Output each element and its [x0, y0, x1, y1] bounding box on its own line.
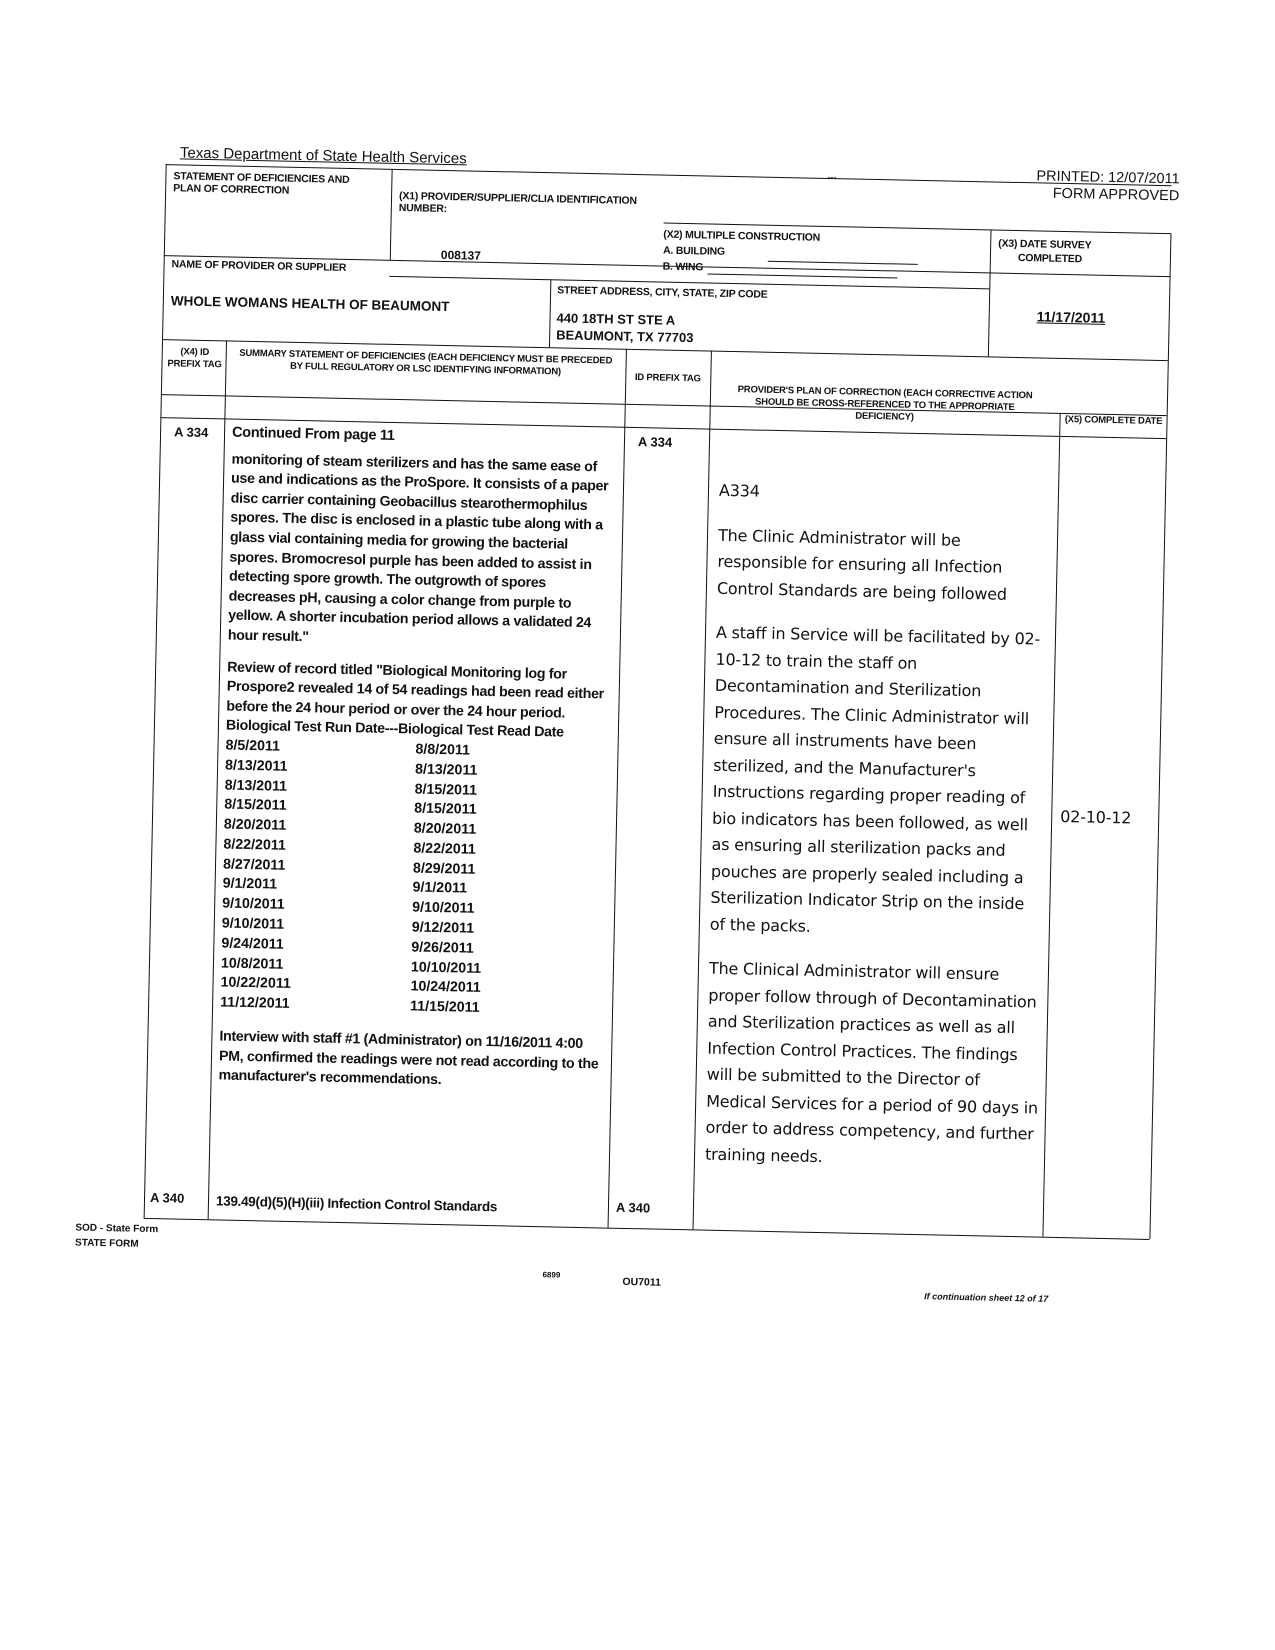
- run-date: 9/24/2011: [221, 935, 284, 953]
- read-date: 8/15/2011: [414, 780, 478, 799]
- run-date: 8/13/2011: [224, 757, 288, 775]
- plan-of-correction: [704, 478, 1051, 1193]
- summary-paragraph-3: Interview with staff #1 (Administrator) on 11/16/2011 4:00 PM, confirmed the readings were not read according to the manufacturer's recommendations.: [218, 1028, 599, 1089]
- tag-a334-right: A 334: [637, 434, 673, 450]
- read-date: 9/1/2011: [412, 879, 468, 898]
- tag-a340-left: A 340: [149, 1190, 185, 1206]
- header-mark: ---: [827, 171, 837, 183]
- tag-a340-right: A 340: [615, 1199, 651, 1216]
- agency-name: Texas Department of State Health Services: [179, 144, 467, 168]
- read-date: 8/13/2011: [414, 761, 478, 779]
- run-date: 10/8/2011: [220, 955, 284, 973]
- tag-a334-left: A 334: [173, 424, 209, 441]
- run-date: 9/1/2011: [222, 875, 278, 894]
- provider-name-label: NAME OF PROVIDER OR SUPPLIER: [171, 258, 347, 274]
- building-label: A. BUILDING: [662, 244, 726, 258]
- footer-mark: 6899: [542, 1270, 561, 1280]
- run-date: 8/20/2011: [223, 816, 287, 834]
- run-date: 8/13/2011: [224, 776, 288, 795]
- footer-state-form: STATE FORM: [74, 1237, 139, 1250]
- run-date: 9/10/2011: [221, 915, 285, 933]
- run-date: 8/15/2011: [224, 796, 287, 815]
- poc-heading: A334: [718, 480, 760, 501]
- read-date: 9/12/2011: [411, 919, 475, 937]
- date-survey-label: (X3) DATE SURVEY: [998, 237, 1092, 252]
- run-date: 11/12/2011: [219, 994, 290, 1013]
- run-date: 8/27/2011: [222, 856, 286, 874]
- regulation-a340: 139.49(d)(5)(H)(iii) Infection Control Standards: [215, 1193, 498, 1215]
- statement-label: STATEMENT OF DEFICIENCIES AND PLAN OF CORRECTION: [173, 170, 350, 197]
- summary-paragraph-1: monitoring of steam sterilizers and has the same ease of use and indications as the ProSpore. It consists of a paper disc carrier containing Geobacillus stearothermophilus spores. The disc is enclosed in a plastic tube along with a glass vial containing media for growing the bacterial spores. Bromocresol purple has been added to assist in detecting spore growth. The outgrowth of spores decreases pH, causing a color change from purple to yellow. A shorter incubation period allows a validated 24 hour result.": [227, 451, 609, 646]
- form-approved: FORM APPROVED: [1052, 185, 1180, 205]
- read-date: 8/15/2011: [414, 800, 477, 819]
- dates-heading: Biological Test Run Date---Biological Test Read Date: [225, 717, 564, 741]
- col-completion-date-label: (X5) COMPLETE DATE: [1064, 414, 1163, 428]
- run-date: 10/22/2011: [220, 974, 291, 993]
- read-date: 9/10/2011: [412, 899, 475, 918]
- read-date: 10/24/2011: [410, 978, 481, 997]
- footer-continuation: If continuation sheet 12 of 17: [924, 1291, 1049, 1304]
- read-date: 9/26/2011: [411, 939, 474, 957]
- run-date: 8/5/2011: [225, 737, 281, 755]
- run-date: 9/10/2011: [222, 895, 285, 914]
- read-date: 8/22/2011: [413, 840, 476, 858]
- printed-date: PRINTED: 12/07/2011: [1036, 168, 1180, 188]
- multiple-construction-label: (X2) MULTIPLE CONSTRUCTION: [663, 228, 821, 244]
- wing-label: B. WING: [662, 260, 704, 274]
- completion-date: 02-10-12: [1060, 807, 1132, 828]
- survey-completed-date: 11/17/2011: [1036, 308, 1106, 326]
- city-state-zip: BEAUMONT, TX 77703: [556, 327, 694, 346]
- completed-label: COMPLETED: [1017, 251, 1083, 266]
- summary-statement: [218, 424, 617, 1095]
- provider-name: WHOLE WOMANS HEALTH OF BEAUMONT: [170, 293, 450, 315]
- run-date: 8/22/2011: [223, 836, 286, 854]
- col-id-prefix-label: (X4) ID PREFIX TAG: [167, 346, 222, 371]
- read-date: 10/10/2011: [410, 959, 482, 977]
- read-date: 11/15/2011: [409, 998, 480, 1017]
- biological-test-dates-table: [220, 736, 611, 1021]
- statement-of-deficiencies-form: [74, 144, 1210, 1372]
- col-id-prefix-2-label: ID PREFIX TAG: [634, 371, 701, 385]
- continued-from: Continued From page 11: [231, 424, 395, 444]
- provider-id-label: (X1) PROVIDER/SUPPLIER/CLIA IDENTIFICATION NUMBER:: [398, 190, 637, 216]
- read-date: 8/20/2011: [413, 820, 477, 838]
- col-plan-of-correction-label: PROVIDER'S PLAN OF CORRECTION (EACH CORRECTIVE ACTION SHOULD BE CROSS-REFERENCED TO THE APPROPRIATE DEFICIENCY): [737, 384, 1033, 423]
- provider-id-number: 008137: [440, 247, 482, 263]
- poc-paragraph-3: The Clinical Administrator will ensure proper follow through of Decontamination and Sterilization practices as well as all Infection Control Practices. The findings will be submitted to the Director of Medical Services for a period of 90 days in order to address competency, and further training needs.: [704, 958, 1039, 1166]
- poc-paragraph-2: A staff in Service will be facilitated by 02-10-12 to train the staff on Decontamination and Sterilization Procedures. The Clinic Administrator will ensure all instruments have been sterilized, and the Manufacturer's Instructions regarding proper reading of bio indicators has been followed, as well as ensuring all sterilization packs and pouches are properly sealed including a Sterilization Indicator Strip on the inside of the packs.: [709, 622, 1041, 936]
- footer-form-code: OU7011: [622, 1275, 662, 1289]
- street-address: 440 18TH ST STE A: [556, 310, 676, 328]
- read-date: 8/29/2011: [412, 860, 476, 878]
- col-summary-label: SUMMARY STATEMENT OF DEFICIENCIES (EACH DEFICIENCY MUST BE PRECEDED BY FULL REGULATORY OR LSC IDENTIFYING INFORMATION): [239, 347, 613, 378]
- read-date: 8/8/2011: [415, 741, 471, 759]
- footer-sod-label: SOD - State Form: [75, 1222, 159, 1236]
- street-address-label: STREET ADDRESS, CITY, STATE, ZIP CODE: [557, 284, 768, 301]
- summary-paragraph-2: Review of record titled "Biological Monitoring log for Prospore2 revealed 14 of 54 readings had been read either before the 24 hour period or over the 24 hour period.: [226, 659, 605, 722]
- poc-paragraph-1: The Clinic Administrator will be responsible for ensuring all Infection Control Standards are being followed: [716, 525, 1008, 604]
